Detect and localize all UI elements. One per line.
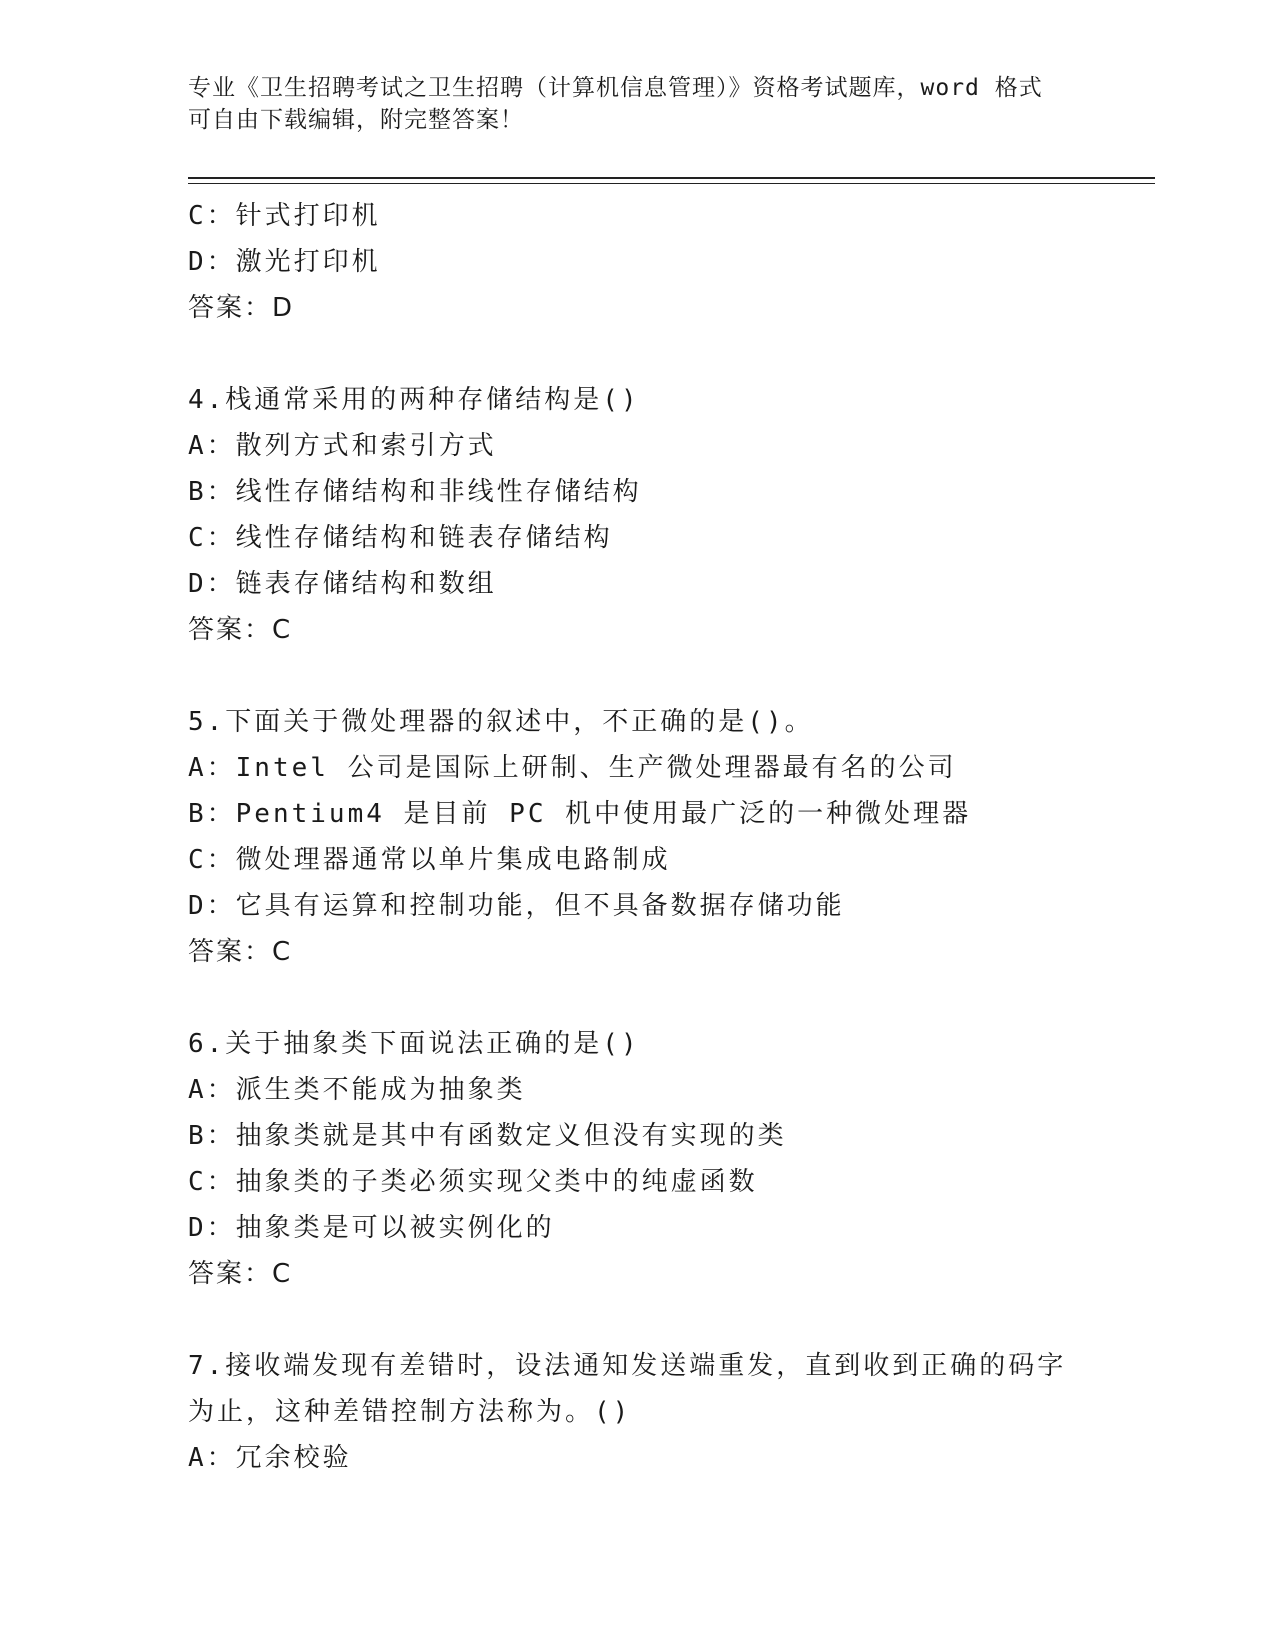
question-block-4 [188,377,1088,653]
header-title-line2: 可自由下载编辑，附完整答案！ [188,107,524,133]
q4-option-a: A：散列方式和索引方式 [188,431,497,461]
q3-option-c: C：针式打印机 [188,201,381,231]
question-list [188,193,1088,1481]
question-block-6 [188,1021,1088,1297]
q4-option-d: D：链表存储结构和数组 [188,569,497,599]
q7-option-a: A：冗余校验 [188,1443,352,1473]
q6-question: 6.关于抽象类下面说法正确的是() [188,1029,640,1059]
document-header [188,72,1088,136]
q4-option-b: B：线性存储结构和非线性存储结构 [188,477,642,507]
q5-option-c: C：微处理器通常以单片集成电路制成 [188,845,671,875]
question-block-7 [188,1343,1088,1481]
q5-answer: 答案：C [188,937,293,967]
q5-option-d: D：它具有运算和控制功能，但不具备数据存储功能 [188,891,845,921]
spacer [188,1297,1088,1343]
spacer [188,653,1088,699]
q6-option-a: A：派生类不能成为抽象类 [188,1075,526,1105]
q6-option-b: B：抽象类就是其中有函数定义但没有实现的类 [188,1121,787,1151]
q7-question-line2: 为止，这种差错控制方法称为。() [188,1397,632,1427]
question-block-5 [188,699,1088,975]
q3-answer: 答案：D [188,293,295,323]
question-block-3 [188,193,1088,331]
header-divider-top [188,177,1155,179]
q5-question: 5.下面关于微处理器的叙述中，不正确的是()。 [188,707,814,737]
header-title-line1: 专业《卫生招聘考试之卫生招聘（计算机信息管理）》资格考试题库，word 格式 [188,75,1043,101]
q4-option-c: C：线性存储结构和链表存储结构 [188,523,613,553]
header-divider-bottom [188,183,1155,184]
spacer [188,975,1088,1021]
q3-option-d: D：激光打印机 [188,247,381,277]
spacer [188,331,1088,377]
q4-question: 4.栈通常采用的两种存储结构是() [188,385,640,415]
q6-option-d: D：抽象类是可以被实例化的 [188,1213,555,1243]
q5-option-b: B：Pentium4 是目前 PC 机中使用最广泛的一种微处理器 [188,799,972,829]
q6-answer: 答案：C [188,1259,293,1289]
q7-question-line1: 7.接收端发现有差错时，设法通知发送端重发，直到收到正确的码字 [188,1351,1067,1381]
q4-answer: 答案：C [188,615,293,645]
q5-option-a: A：Intel 公司是国际上研制、生产微处理器最有名的公司 [188,753,957,783]
q6-option-c: C：抽象类的子类必须实现父类中的纯虚函数 [188,1167,758,1197]
